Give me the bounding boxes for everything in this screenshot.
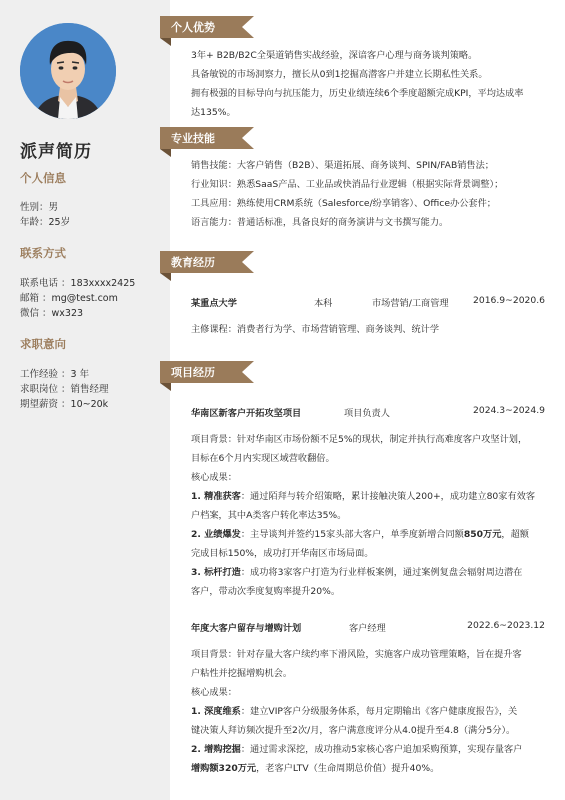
advantage-title: 个人优势	[171, 21, 215, 34]
project-name: 年度大客户留存与增购计划	[191, 623, 302, 634]
result-highlight: 850万元	[463, 529, 502, 540]
project-period: 2024.3~2024.9	[473, 405, 545, 416]
project-row	[191, 405, 545, 421]
project-1-detail	[191, 430, 546, 601]
gender-text: 性别：男	[20, 202, 59, 213]
skill-line: 工具应用：熟练使用CRM系统（Salesforce/纷享销客）、Office办公套件；	[191, 198, 496, 209]
skills-title: 专业技能	[171, 132, 215, 145]
degree-text: 本科	[314, 298, 333, 309]
email-text: 邮箱 ：mg@test.com	[20, 293, 118, 304]
result-text: 键决策人拜访频次提升至2次/月，客户满意度评分从4.0提升至4.8（满分5分）。	[191, 725, 516, 736]
skill-line: 行业知识：熟悉SaaS产品、工业品或快消品行业逻辑（根据实际背景调整）；	[191, 179, 504, 190]
salary-text: 期望薪资 ：10~20k	[20, 399, 109, 410]
result-label: 2. 业绩爆发	[191, 529, 241, 540]
education-period: 2016.9~2020.6	[473, 295, 545, 306]
skill-line: 语言能力：普通话标准，具备良好的商务演讲与文书撰写能力。	[191, 217, 449, 228]
contact-title: 联系方式	[20, 246, 66, 260]
advantage-line: 3年+ B2B/B2C全渠道销售实战经验，深谙客户心理与商务谈判策略。	[191, 50, 478, 61]
skill-line: 销售技能：大客户销售（B2B）、渠道拓展、商务谈判、SPIN/FAB销售法；	[191, 160, 494, 171]
resume-name: 派声简历	[20, 142, 92, 162]
advantage-line: 拥有极强的目标导向与抗压能力，历史业绩连续6个季度超额完成KPI，平均达成率	[191, 88, 524, 99]
personal-info-title: 个人信息	[20, 171, 66, 185]
result-text: 客户，带动次季度复购率提升20%。	[191, 586, 341, 597]
wechat-text: 微信 ：wx323	[20, 308, 84, 319]
project-role: 客户经理	[349, 623, 386, 634]
result-text: 户档案，其中A类客户转化率达35%。	[191, 510, 347, 521]
result-item	[191, 740, 546, 759]
avatar	[20, 23, 116, 119]
result-item	[191, 525, 546, 544]
result-item	[191, 563, 546, 582]
major-text: 市场营销/工商管理	[372, 298, 449, 309]
projects-title: 项目经历	[171, 366, 215, 379]
result-text: ，老客户LTV（生命周期总价值）提升40%。	[256, 763, 440, 774]
courses-text: 主修课程：消费者行为学、市场营销管理、商务谈判、统计学	[191, 324, 440, 335]
result-text: ：通过陌拜与转介绍策略，累计接触决策人200+，成功建立80家有效客	[240, 491, 536, 502]
phone-text: 联系电话 ：183xxxx2425	[20, 278, 136, 289]
result-highlight: 增购额320万元	[191, 763, 257, 774]
project-period: 2022.6~2023.12	[467, 620, 545, 631]
skills-ribbon	[160, 127, 254, 149]
result-text: ：通过需求深挖，成功推动5家核心客户追加采购预算，实现存量客户	[240, 744, 523, 755]
project-background-line: 目标在6个月内实现区域营收翻倍。	[191, 453, 335, 464]
result-label: 1. 深度维系	[191, 706, 241, 717]
advantage-text	[191, 46, 546, 122]
school-name: 某重点大学	[191, 298, 237, 309]
project-row	[191, 620, 545, 636]
avatar-portrait-icon	[20, 23, 116, 119]
result-item	[191, 702, 546, 721]
age-text: 年龄：25岁	[20, 217, 71, 228]
result-label: 3. 标杆打造	[191, 567, 241, 578]
result-text: ，超额	[501, 529, 529, 540]
core-results-label: 核心成果：	[191, 687, 237, 698]
core-results-label: 核心成果：	[191, 472, 237, 483]
result-text: ：成功将3家客户打造为行业样板案例，通过案例复盘会辐射周边潜在	[240, 567, 523, 578]
projects-ribbon	[160, 361, 254, 383]
advantage-ribbon	[160, 16, 254, 38]
result-label: 1. 精准获客	[191, 491, 241, 502]
education-ribbon	[160, 251, 254, 273]
result-label: 2. 增购挖掘	[191, 744, 241, 755]
education-title: 教育经历	[171, 256, 215, 269]
result-item	[191, 759, 546, 778]
project-background-line: 项目背景：针对存量大客户续约率下滑风险，实施客户成功管理策略，旨在提升客	[191, 649, 522, 660]
job-intent-title: 求职意向	[20, 337, 66, 351]
skills-text	[191, 156, 546, 232]
project-2-detail	[191, 645, 546, 778]
project-name: 华南区新客户开拓攻坚项目	[191, 408, 302, 419]
advantage-line: 达135%。	[191, 107, 236, 118]
result-item	[191, 487, 546, 506]
result-text: ：主导谈判并签约15家头部大客户，单季度新增合同额	[240, 529, 464, 540]
position-text: 求职岗位 ：销售经理	[20, 384, 109, 395]
advantage-line: 具备敏锐的市场洞察力，擅长从0到1挖掘高潜客户并建立长期私性关系。	[191, 69, 488, 80]
project-background-line: 户粘性并挖掘增购机会。	[191, 668, 293, 679]
result-text: 完成目标150%，成功打开华南区市场局面。	[191, 548, 374, 559]
result-text: ：建立VIP客户分级服务体系，每月定期输出《客户健康度报告》，关	[240, 706, 518, 717]
education-row	[191, 295, 545, 311]
project-role: 项目负责人	[344, 408, 390, 419]
experience-text: 工作经验 ：3 年	[20, 369, 90, 380]
project-background-line: 项目背景：针对华南区市场份额不足5%的现状，制定并执行高难度客户攻坚计划，	[191, 434, 528, 445]
